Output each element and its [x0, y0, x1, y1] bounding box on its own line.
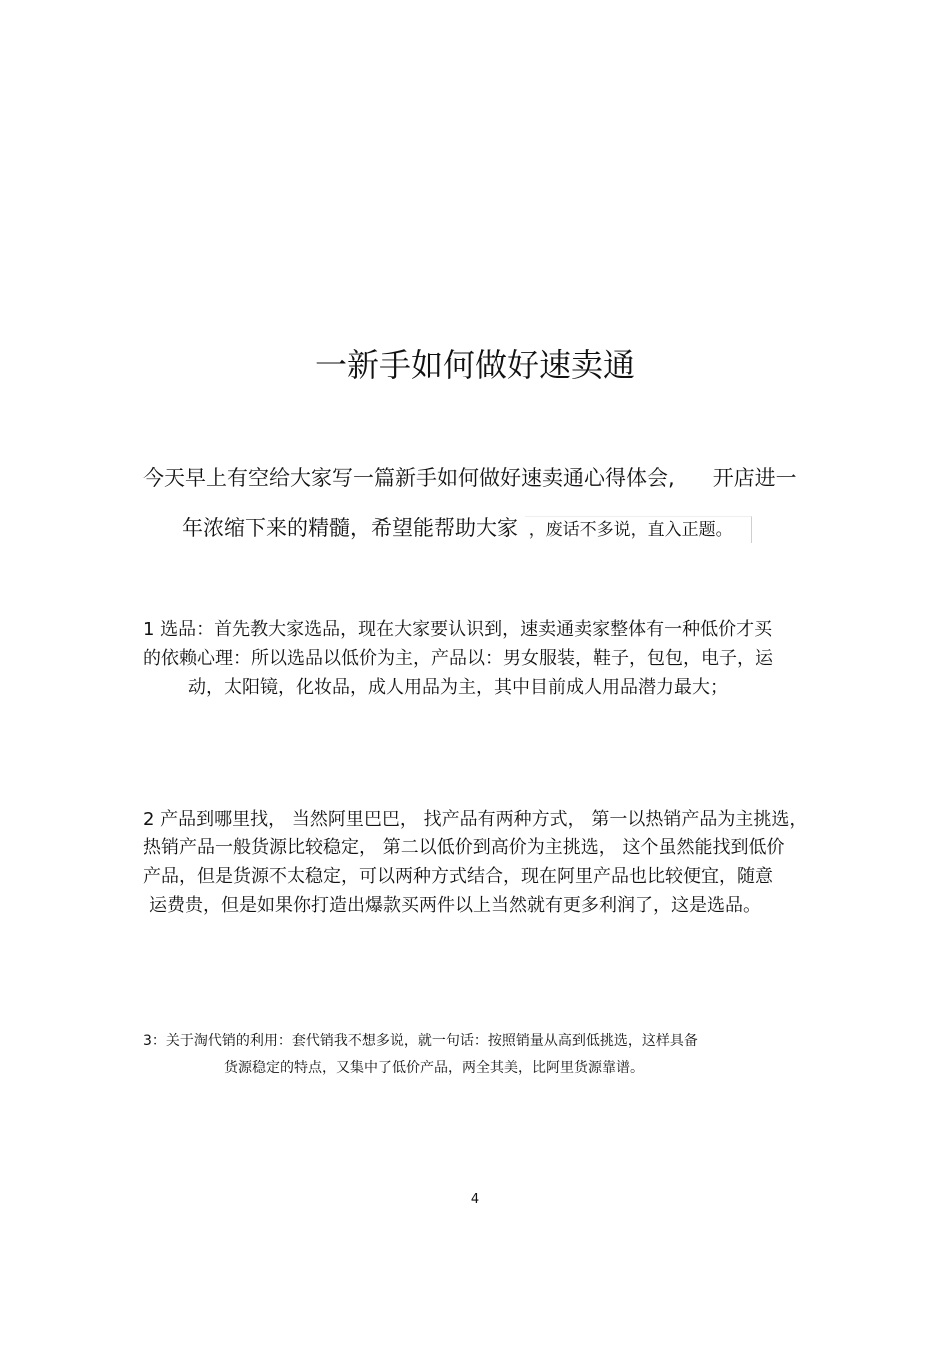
- section3-line-2: 货源稳定的特点，又集中了低价产品，两全其美，比阿里货源靠谱。: [224, 1060, 644, 1076]
- intro-line-1-tail: 开店进一: [712, 466, 797, 490]
- intro-line-2-text: 年浓缩下来的精髓，希望能帮助大家: [182, 516, 518, 540]
- intro-line-2: [182, 512, 752, 543]
- intro-line-1-text: 今天早上有空给大家写一篇新手如何做好速卖通心得体会,: [143, 466, 675, 490]
- section2-line-3: 产品，但是货源不太稳定，可以两种方式结合，现在阿里产品也比较便宜，随意: [143, 866, 773, 887]
- section1-line-3: 动，太阳镜，化妆品，成人用品为主，其中目前成人用品潜力最大；: [188, 677, 728, 698]
- section2-line-1: 2 产品到哪里找， 当然阿里巴巴， 找产品有两种方式， 第一以热销产品为主挑选，: [143, 809, 808, 830]
- intro-line-2-boxed: ，废话不多说，直入正题。: [525, 516, 752, 543]
- section3-line-1: 3：关于淘代销的利用：套代销我不想多说，就一句话：按照销量从高到低挑选，这样具备: [143, 1033, 698, 1049]
- page-number: 4: [470, 1192, 480, 1207]
- section1-line-2: 的依赖心理：所以选品以低价为主，产品以：男女服装，鞋子，包包，电子，运: [143, 648, 773, 669]
- section2-line-2: 热销产品一般货源比较稳定， 第二以低价到高价为主挑选， 这个虽然能找到低价: [143, 837, 785, 858]
- section2-line-4: 运费贵，但是如果你打造出爆款买两件以上当然就有更多利润了，这是选品。: [149, 895, 761, 916]
- section1-line-1: 1 选品：首先教大家选品，现在大家要认识到，速卖通卖家整体有一种低价才买: [143, 619, 773, 640]
- intro-line-1: [143, 462, 797, 492]
- document-title: 一新手如何做好速卖通: [314, 346, 635, 384]
